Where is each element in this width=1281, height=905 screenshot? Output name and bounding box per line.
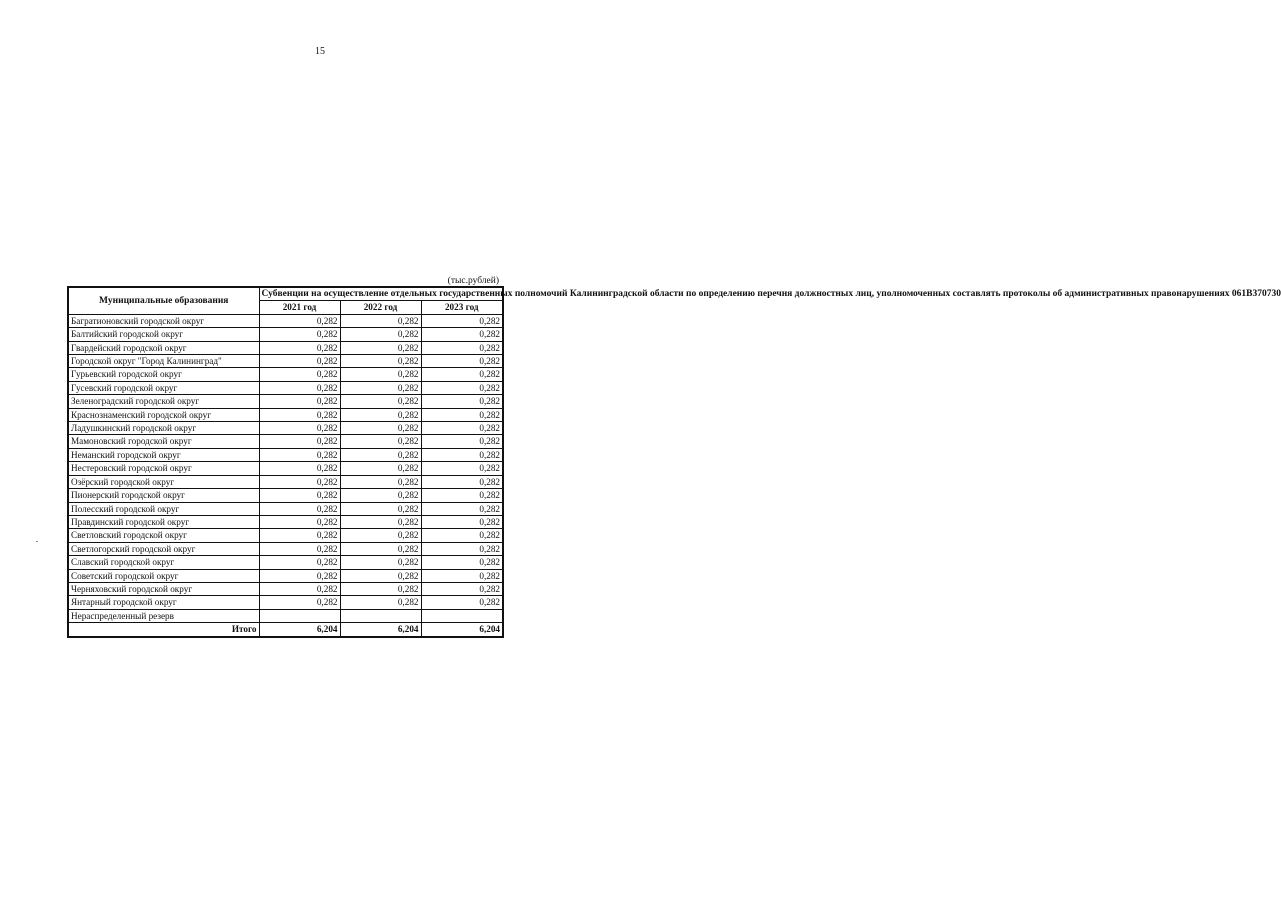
municipality-name: Краснознаменский городской округ (68, 408, 259, 421)
value-cell-2023: 0,282 (421, 314, 503, 327)
table-row (68, 529, 503, 542)
municipality-name: Озёрский городской округ (68, 475, 259, 488)
value-cell-2022: 0,282 (340, 395, 421, 408)
value-cell-2023: 0,282 (421, 529, 503, 542)
value-cell-2023: 0,282 (421, 381, 503, 394)
year-header-2023: 2023 год (421, 301, 503, 314)
value-cell-2022: 0,282 (340, 462, 421, 475)
subventions-table (67, 286, 1281, 638)
total-value-2022: 6,204 (340, 623, 421, 637)
year-header-2022: 2022 год (340, 301, 421, 314)
value-cell-2023: 0,282 (421, 542, 503, 555)
value-cell-2021: 0,282 (259, 355, 340, 368)
table-row (68, 328, 503, 341)
value-cell-2022: 0,282 (340, 475, 421, 488)
table-row (68, 355, 503, 368)
value-cell-2022 (340, 609, 421, 622)
value-cell-2021: 0,282 (259, 569, 340, 582)
value-cell-2021: 0,282 (259, 408, 340, 421)
value-cell-2023: 0,282 (421, 422, 503, 435)
table-row (68, 609, 503, 622)
municipality-name: Советский городской округ (68, 569, 259, 582)
municipality-name: Гурьевский городской округ (68, 368, 259, 381)
value-cell-2021: 0,282 (259, 542, 340, 555)
value-cell-2023: 0,282 (421, 395, 503, 408)
value-cell-2023: 0,282 (421, 408, 503, 421)
table-row (68, 422, 503, 435)
value-cell-2022: 0,282 (340, 368, 421, 381)
table-row (68, 341, 503, 354)
table-row (68, 368, 503, 381)
value-cell-2022: 0,282 (340, 435, 421, 448)
value-cell-2022: 0,282 (340, 341, 421, 354)
municipality-name: Гусевский городской округ (68, 381, 259, 394)
value-cell-2023: 0,282 (421, 435, 503, 448)
municipality-name: Мамоновский городской округ (68, 435, 259, 448)
value-cell-2022: 0,282 (340, 422, 421, 435)
total-value-2021: 6,204 (259, 623, 340, 637)
value-cell-2023: 0,282 (421, 582, 503, 595)
scan-mark (36, 541, 38, 542)
table-row (68, 395, 503, 408)
table-row (68, 556, 503, 569)
value-cell-2021: 0,282 (259, 314, 340, 327)
value-cell-2021 (259, 609, 340, 622)
value-cell-2021: 0,282 (259, 341, 340, 354)
table-row (68, 515, 503, 528)
value-cell-2022: 0,282 (340, 515, 421, 528)
value-cell-2022: 0,282 (340, 314, 421, 327)
value-cell-2021: 0,282 (259, 556, 340, 569)
table-row (68, 314, 503, 327)
table-row (68, 582, 503, 595)
municipality-name: Янтарный городской округ (68, 596, 259, 609)
value-cell-2023: 0,282 (421, 368, 503, 381)
value-cell-2023: 0,282 (421, 556, 503, 569)
value-cell-2023: 0,282 (421, 341, 503, 354)
value-cell-2022: 0,282 (340, 328, 421, 341)
municipality-name: Нераспределенный резерв (68, 609, 259, 622)
value-cell-2021: 0,282 (259, 596, 340, 609)
municipality-name: Полесский городской округ (68, 502, 259, 515)
table-row (68, 542, 503, 555)
value-cell-2023: 0,282 (421, 462, 503, 475)
value-cell-2021: 0,282 (259, 489, 340, 502)
value-cell-2021: 0,282 (259, 395, 340, 408)
municipality-name: Багратионовский городской округ (68, 314, 259, 327)
value-cell-2022: 0,282 (340, 556, 421, 569)
municipality-name: Балтийский городской округ (68, 328, 259, 341)
total-value-2023: 6,204 (421, 623, 503, 637)
value-cell-2021: 0,282 (259, 381, 340, 394)
value-cell-2021: 0,282 (259, 448, 340, 461)
value-cell-2021: 0,282 (259, 582, 340, 595)
table-row (68, 462, 503, 475)
value-cell-2021: 0,282 (259, 462, 340, 475)
municipality-name: Ладушкинский городской округ (68, 422, 259, 435)
value-cell-2022: 0,282 (340, 569, 421, 582)
page-number: 15 (315, 46, 325, 57)
year-header-2021: 2021 год (259, 301, 340, 314)
value-cell-2023: 0,282 (421, 448, 503, 461)
value-cell-2023: 0,282 (421, 475, 503, 488)
value-cell-2021: 0,282 (259, 368, 340, 381)
value-cell-2021: 0,282 (259, 435, 340, 448)
value-cell-2021: 0,282 (259, 515, 340, 528)
municipality-name: Светловский городской округ (68, 529, 259, 542)
value-cell-2022: 0,282 (340, 502, 421, 515)
units-label: (тыс.рублей) (447, 276, 499, 286)
value-cell-2023 (421, 609, 503, 622)
municipalities-header: Муниципальные образования (68, 287, 259, 314)
municipality-name: Зеленоградский городской округ (68, 395, 259, 408)
value-cell-2023: 0,282 (421, 489, 503, 502)
value-cell-2021: 0,282 (259, 529, 340, 542)
table-row (68, 435, 503, 448)
value-cell-2022: 0,282 (340, 596, 421, 609)
table-row (68, 475, 503, 488)
value-cell-2022: 0,282 (340, 489, 421, 502)
table-row (68, 448, 503, 461)
municipality-name: Нестеровский городской округ (68, 462, 259, 475)
municipality-name: Гвардейский городской округ (68, 341, 259, 354)
total-label: Итого (68, 623, 259, 637)
value-cell-2023: 0,282 (421, 502, 503, 515)
table-row (68, 596, 503, 609)
value-cell-2022: 0,282 (340, 355, 421, 368)
municipality-name: Пионерский городской округ (68, 489, 259, 502)
value-cell-2023: 0,282 (421, 596, 503, 609)
municipality-name: Правдинский городской округ (68, 515, 259, 528)
value-cell-2021: 0,282 (259, 502, 340, 515)
value-cell-2022: 0,282 (340, 408, 421, 421)
total-row (68, 623, 503, 637)
municipality-name: Неманский городской округ (68, 448, 259, 461)
value-cell-2021: 0,282 (259, 475, 340, 488)
value-cell-2022: 0,282 (340, 381, 421, 394)
value-cell-2021: 0,282 (259, 328, 340, 341)
municipality-name: Городской округ "Город Калининград" (68, 355, 259, 368)
value-cell-2022: 0,282 (340, 448, 421, 461)
table-row (68, 408, 503, 421)
municipality-name: Славский городской округ (68, 556, 259, 569)
municipality-name: Светлогорский городской округ (68, 542, 259, 555)
subvention-header: Субвенции на осуществление отдельных государственных полномочий Калининградской области по определению перечня должностных лиц, уполномоченных составлять протоколы об административных правонарушениях 061В370730 (259, 287, 503, 301)
value-cell-2023: 0,282 (421, 515, 503, 528)
value-cell-2022: 0,282 (340, 529, 421, 542)
value-cell-2023: 0,282 (421, 328, 503, 341)
table-row (68, 569, 503, 582)
value-cell-2022: 0,282 (340, 542, 421, 555)
municipality-name: Черняховский городской округ (68, 582, 259, 595)
table-row (68, 381, 503, 394)
value-cell-2023: 0,282 (421, 569, 503, 582)
table-row (68, 502, 503, 515)
table-body (68, 314, 503, 636)
table-row (68, 489, 503, 502)
value-cell-2021: 0,282 (259, 422, 340, 435)
value-cell-2022: 0,282 (340, 582, 421, 595)
value-cell-2023: 0,282 (421, 355, 503, 368)
